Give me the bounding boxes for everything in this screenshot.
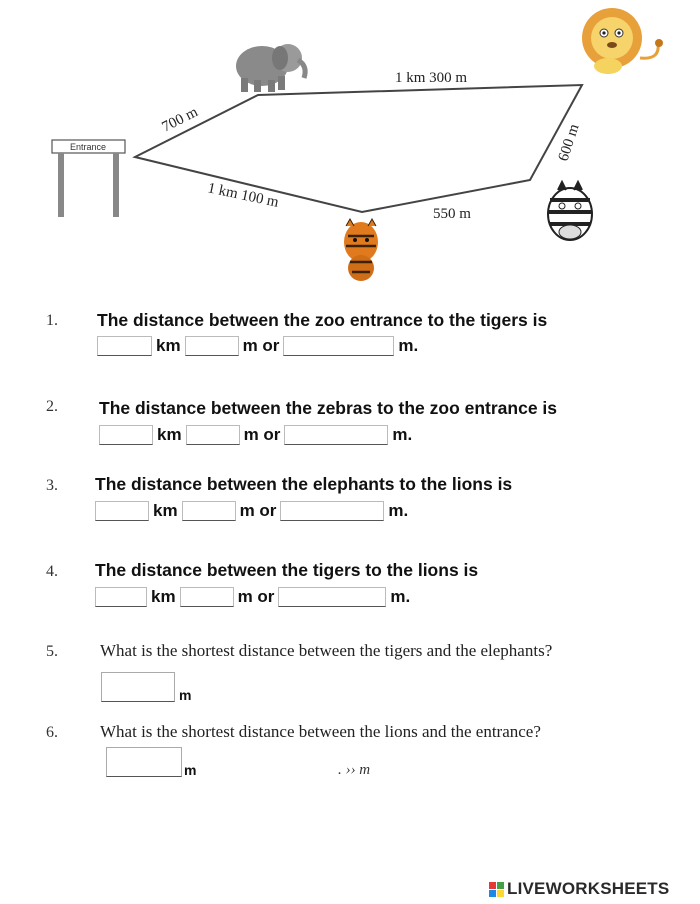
- unit-m-or: m or: [237, 587, 275, 606]
- question-number: 2.: [46, 398, 58, 415]
- handwritten-scribble: . ›› m: [338, 762, 371, 778]
- entrance-gate-icon: [52, 140, 125, 217]
- answer-row: [99, 419, 416, 445]
- label-lions-zebras: 600 m: [555, 122, 583, 164]
- question-text: The distance between the tigers to the lions is: [95, 560, 479, 580]
- m-answer-box[interactable]: [186, 425, 240, 445]
- km-answer-box[interactable]: [97, 336, 152, 356]
- unit-km: km: [156, 336, 181, 355]
- question-number: 1.: [46, 312, 58, 329]
- m-answer-box[interactable]: [180, 587, 234, 607]
- total-m-answer-box[interactable]: [284, 425, 388, 445]
- route-polygon: [135, 85, 582, 212]
- unit-m: m: [179, 687, 192, 703]
- label-tigers-entrance: 1 km 100 m: [206, 180, 281, 211]
- brand-name: LIVEWORKSHEETS: [507, 879, 670, 898]
- m-answer-box[interactable]: [185, 336, 239, 356]
- question-text: What is the shortest distance between the tigers and the elephants?: [100, 641, 553, 660]
- question-text: The distance between the zebras to the zoo entrance is: [99, 398, 558, 418]
- unit-km: km: [157, 425, 182, 444]
- question-number: 6.: [46, 724, 58, 741]
- answer-box[interactable]: [101, 672, 175, 702]
- question-number: 5.: [46, 643, 58, 660]
- answer-row: [95, 581, 414, 607]
- lion-icon: [582, 8, 663, 74]
- answer-box[interactable]: [106, 747, 182, 777]
- answer-row: [95, 495, 412, 521]
- unit-m-end: m.: [388, 501, 409, 520]
- question-text: What is the shortest distance between the lions and the entrance?: [100, 722, 541, 741]
- zebra-icon: [548, 182, 592, 240]
- unit-m-or: m or: [239, 501, 277, 520]
- question-text: The distance between the zoo entrance to the tigers is: [97, 310, 548, 330]
- answer-row: [97, 330, 422, 356]
- question-text: The distance between the elephants to the lions is: [95, 474, 513, 494]
- km-answer-box[interactable]: [99, 425, 153, 445]
- entrance-label: Entrance: [70, 142, 107, 152]
- unit-m-end: m.: [398, 336, 419, 355]
- unit-m-or: m or: [242, 336, 280, 355]
- km-answer-box[interactable]: [95, 501, 149, 521]
- total-m-answer-box[interactable]: [283, 336, 394, 356]
- liveworksheets-logo: [489, 879, 669, 899]
- unit-m-or: m or: [243, 425, 281, 444]
- label-zebras-tigers: 550 m: [433, 206, 471, 222]
- zoo-map: [0, 0, 700, 300]
- total-m-answer-box[interactable]: [280, 501, 384, 521]
- unit-km: km: [153, 501, 178, 520]
- label-elephants-lions: 1 km 300 m: [395, 70, 468, 86]
- elephant-icon: [236, 44, 305, 92]
- m-answer-box[interactable]: [182, 501, 236, 521]
- label-entrance-elephants: 700 m: [159, 104, 201, 136]
- total-m-answer-box[interactable]: [278, 587, 386, 607]
- unit-m: m: [184, 762, 197, 778]
- logo-grid-icon: [489, 882, 504, 897]
- unit-m-end: m.: [390, 587, 411, 606]
- unit-km: km: [151, 587, 176, 606]
- question-number: 3.: [46, 477, 58, 494]
- tiger-icon: [344, 219, 378, 281]
- question-number: 4.: [46, 563, 58, 580]
- km-answer-box[interactable]: [95, 587, 147, 607]
- unit-m-end: m.: [392, 425, 413, 444]
